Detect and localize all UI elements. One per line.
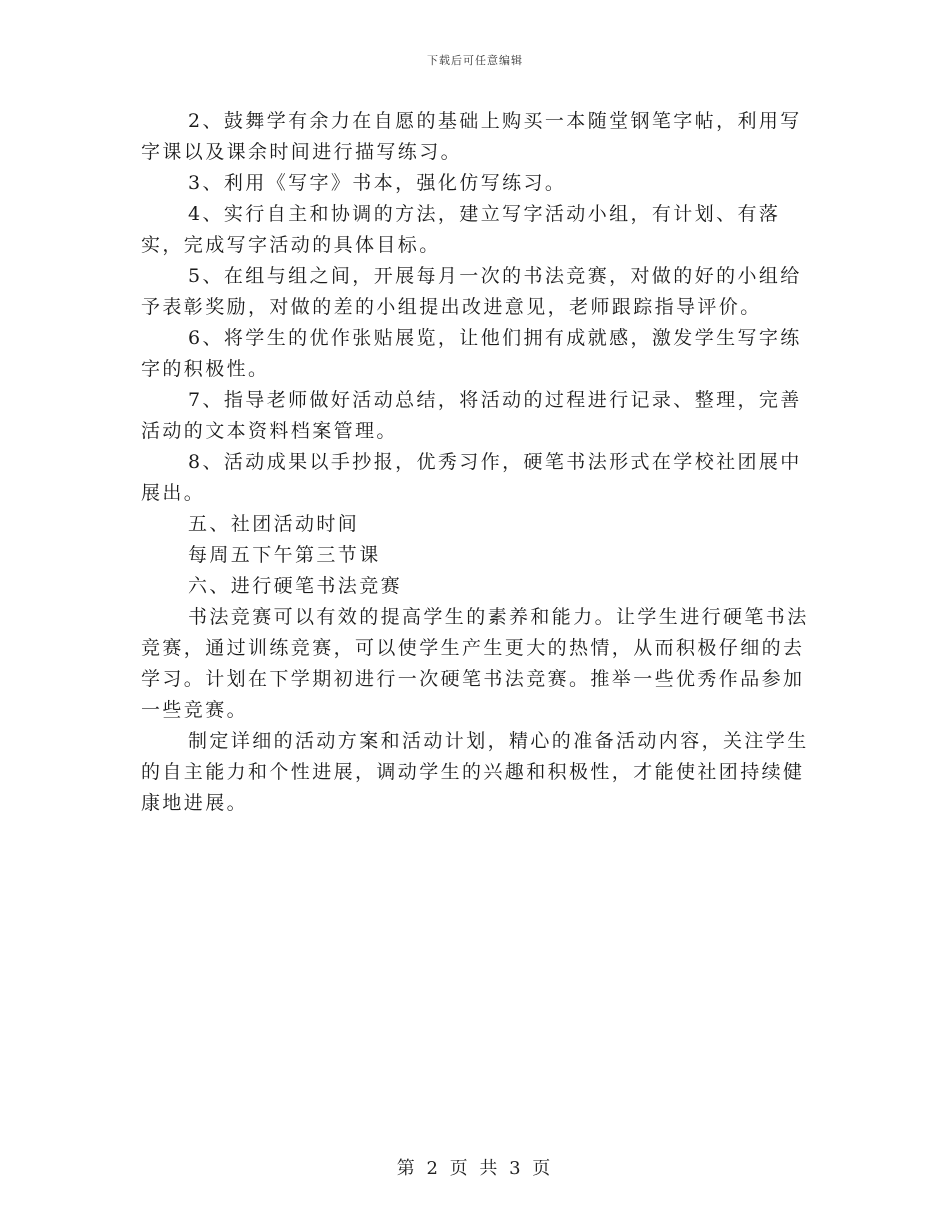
closing-paragraph: 制定详细的活动方案和活动计划，精心的准备活动内容，关注学生的自主能力和个性进展，调动学生的兴趣和积极性，才能使社团持续健康地进展。 <box>141 730 809 814</box>
paragraph-item-6: 6、将学生的优作张贴展览，让他们拥有成就感，激发学生写字练字的积极性。 <box>141 327 802 380</box>
paragraph-item-2: 2、鼓舞学有余力在自愿的基础上购买一本随堂钢笔字帖，利用写字课以及课余时间进行描写练习。 <box>141 110 802 163</box>
activity-time-text: 每周五下午第三节课 <box>188 544 381 566</box>
paragraph-item-7: 7、指导老师做好活动总结，将活动的过程进行记录、整理，完善活动的文本资料档案管理。 <box>141 389 802 442</box>
section-heading-activity-time: 五、社团活动时间 <box>188 513 360 535</box>
section-heading-competition: 六、进行硬笔书法竞赛 <box>188 575 403 597</box>
paragraph-item-5: 5、在组与组之间，开展每月一次的书法竞赛，对做的好的小组给予表彰奖励，对做的差的小组提出改进意见，老师跟踪指导评价。 <box>141 265 802 318</box>
page-number-footer: 第 2 页 共 3 页 <box>396 1158 554 1179</box>
competition-paragraph: 书法竞赛可以有效的提高学生的素养和能力。让学生进行硬笔书法竞赛，通过训练竞赛，可以使学生产生更大的热情，从而积极仔细的去学习。计划在下学期初进行一次硬笔书法竞赛。推举一些优秀作品参加一些竞赛。 <box>141 606 809 721</box>
document-body <box>141 106 821 819</box>
paragraph-item-8: 8、活动成果以手抄报，优秀习作，硬笔书法形式在学校社团展中展出。 <box>141 451 802 504</box>
paragraph-item-4: 4、实行自主和协调的方法，建立写字活动小组，有计划、有落实，完成写字活动的具体目标。 <box>141 203 781 256</box>
paragraph-item-3: 3、利用《写字》书本，强化仿写练习。 <box>188 172 567 194</box>
page-header: 下载后可任意编辑 <box>427 54 523 67</box>
